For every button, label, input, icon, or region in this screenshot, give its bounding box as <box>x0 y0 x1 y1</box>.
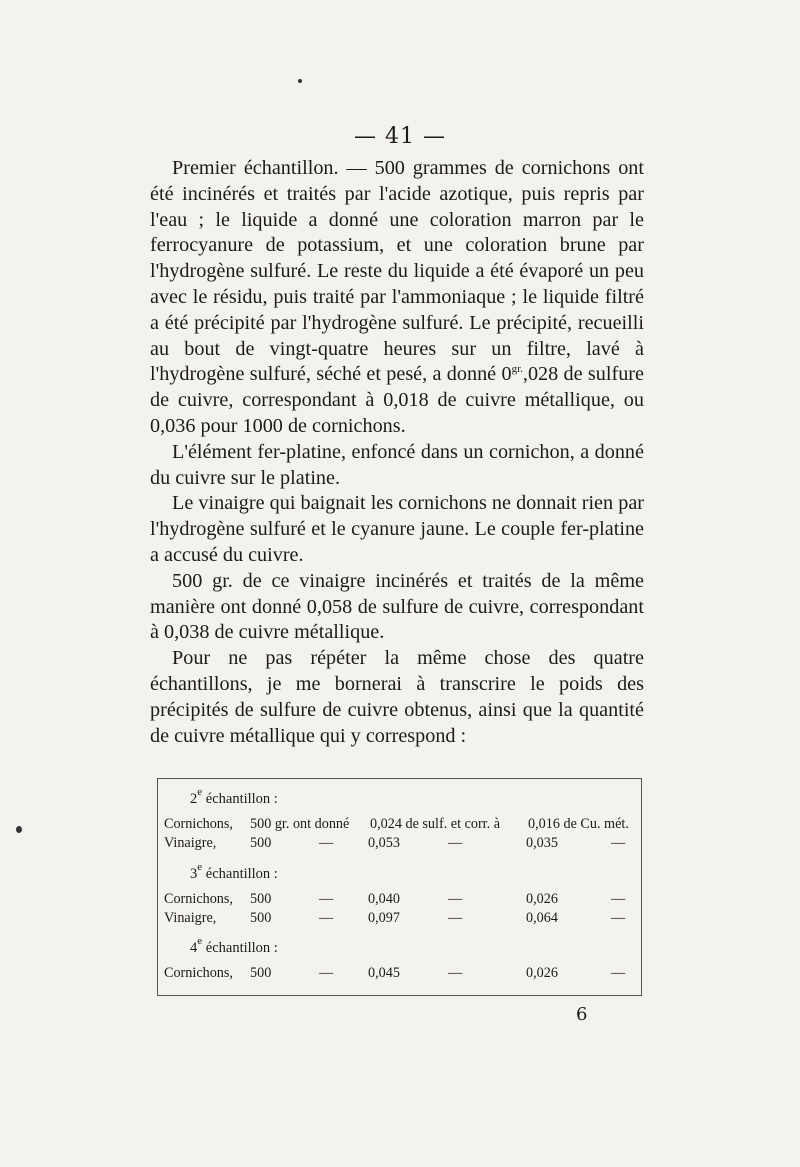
table-row <box>164 816 637 836</box>
row-quantity: 500 <box>250 965 272 981</box>
row-copper: 0,016 de Cu. mét. <box>528 816 629 832</box>
table-row <box>164 965 637 985</box>
row-sulfide: 0,045 <box>368 965 400 981</box>
body-text <box>150 156 644 749</box>
row-dash: — <box>319 910 334 926</box>
row-dash: — <box>448 891 463 907</box>
row-dash: — <box>611 910 626 926</box>
sample-2-num: 2 <box>190 791 198 807</box>
row-sulfide: 0,024 de sulf. et corr. à <box>370 816 501 832</box>
sample-4-num: 4 <box>190 940 198 956</box>
sample-2-text: échantillon : <box>202 791 278 807</box>
table-row <box>164 891 637 911</box>
row-dash: — <box>611 891 626 907</box>
signature-mark: 6 <box>576 1004 588 1025</box>
ink-speck <box>298 79 302 83</box>
paragraph-5: Pour ne pas répéter la même chose des quatre échantillons, je me bornerai à transcrire le poids des précipités de sulfure de cuivre obtenus, ainsi que la quantité de cuivre métallique qui y correspond : <box>150 647 644 747</box>
gram-abbrev: gr. <box>511 363 523 376</box>
row-label: Vinaigre, <box>164 910 217 926</box>
row-dash: — <box>319 891 334 907</box>
row-copper: 0,026 <box>526 965 558 981</box>
row-dash: — <box>448 965 463 981</box>
results-table <box>157 778 642 996</box>
paragraph-1-start: Premier échantillon. — 500 grammes de cornichons ont été incinérés et traités par l'acide azotique, puis repris par l'eau ; le liquide a donné une coloration marron par le ferrocyanure de potassium, et une coloration brune par l'hydrogène sulfuré. Le reste du liquide a été évaporé un peu avec le résidu, puis traité par l'ammoniaque ; le liquide filtré a été précipité par l'hydrogène sulfuré. Le précipité, recueilli au bout de vingt-quatre heures sur un filtre, lavé à l'hydrogène sulfuré, séché et pesé, a donné 0 <box>150 157 644 386</box>
row-label: Cornichons, <box>164 965 233 981</box>
paragraph-4: 500 gr. de ce vinaigre incinérés et traités de la même manière ont donné 0,058 de sulfure de cuivre, correspondant à 0,038 de cuivre métallique. <box>150 569 644 644</box>
row-dash: — <box>611 965 626 981</box>
table-row <box>164 835 637 855</box>
table-row <box>164 910 637 930</box>
sample-2-sup: e <box>197 786 203 798</box>
sample-4-title <box>190 935 278 957</box>
row-copper: 0,035 <box>526 835 558 851</box>
paragraph-2: L'élément fer-platine, enfoncé dans un cornichon, a donné du cuivre sur le platine. <box>150 440 644 489</box>
row-label: Vinaigre, <box>164 835 217 851</box>
row-sulfide: 0,040 <box>368 891 400 907</box>
row-quantity: 500 <box>250 835 272 851</box>
paragraph-3: Le vinaigre qui baignait les cornichons ne donnait rien par l'hydrogène sulfuré et le cyanure jaune. Le couple fer-platine a accusé du cuivre. <box>150 492 644 566</box>
row-quantity: 500 <box>250 891 272 907</box>
row-dash: — <box>448 910 463 926</box>
sample-2-title <box>190 786 278 808</box>
page-number: — 41 — <box>354 124 446 149</box>
sample-3-title <box>190 861 278 883</box>
row-sulfide: 0,053 <box>368 835 400 851</box>
row-dash: — <box>319 965 334 981</box>
paragraph-1-end: ,028 de sulfure de cuivre, correspondant à 0,018 de cuivre métallique, ou 0,036 pour 1000 de cornichons. <box>150 363 644 437</box>
row-copper: 0,064 <box>526 910 558 926</box>
sample-3-text: échantillon : <box>202 866 278 882</box>
row-label: Cornichons, <box>164 816 233 832</box>
row-sulfide: 0,097 <box>368 910 400 926</box>
paragraph-1 <box>150 156 644 440</box>
row-dash: — <box>611 835 626 851</box>
sample-4-text: échantillon : <box>202 940 278 956</box>
row-quantity: 500 gr. ont donné <box>250 816 350 832</box>
sample-4-sup: e <box>197 935 203 947</box>
row-dash: — <box>319 835 334 851</box>
ink-speck <box>16 826 22 833</box>
row-quantity: 500 <box>250 910 272 926</box>
row-dash: — <box>448 835 463 851</box>
sample-3-num: 3 <box>190 866 198 882</box>
sample-3-sup: e <box>197 861 203 873</box>
row-label: Cornichons, <box>164 891 233 907</box>
row-copper: 0,026 <box>526 891 558 907</box>
